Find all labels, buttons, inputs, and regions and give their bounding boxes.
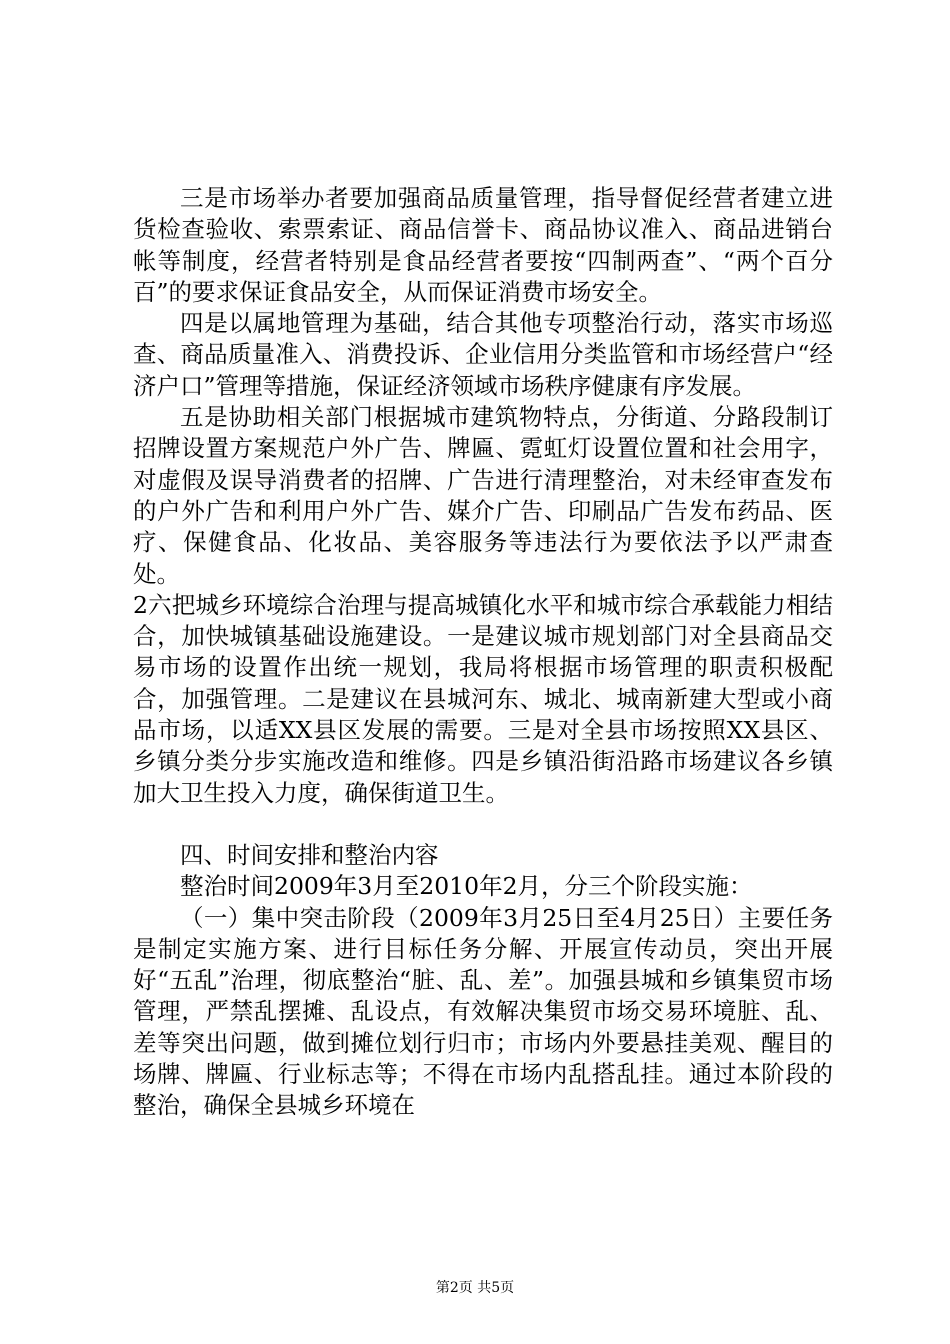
paragraph-market-organizer: 三是市场举办者要加强商品质量管理，指导督促经营者建立进货检查验收、索票索证、商品信誉卡、商品协议准入、商品进销台帐等制度，经营者特别是食品经营者要按“四制两查”、“两个百分百”的要求保证食品安全，从而保证消费市场安全。	[133, 184, 833, 306]
page-footer: 第2页 共5页	[435, 1280, 515, 1296]
body-text	[133, 183, 833, 1122]
paragraph-stage-one: （一）集中突击阶段（2009年3月25日至4月25日）主要任务是制定实施方案、进行目标任务分解、开展宣传动员，突出开展好“五乱”治理，彻底整治“脏、乱、差”。加强县城和乡镇集贸市场管理，严禁乱摆摊、乱设点，有效解决集贸市场交易环境脏、乱、差等突出问题，做到摊位划行归市；市场内外要悬挂美观、醒目的场牌、牌匾、行业标志等；不得在市场内乱搭乱挂。通过本阶段的整治，确保全县城乡环境在	[133, 903, 833, 1120]
schedule-line: 整治时间2009年3月至2010年2月，分三个阶段实施：	[180, 872, 753, 901]
section-heading: 四、时间安排和整治内容	[180, 840, 439, 869]
paragraph-territorial-management: 四是以属地管理为基础，结合其他专项整治行动，落实市场巡查、商品质量准入、消费投诉、企业信用分类监管和市场经营户“经济户口”管理等措施，保证经济领域市场秩序健康有序发展。	[133, 309, 833, 400]
paragraph-signage-regulation: 五是协助相关部门根据城市建筑物特点，分街道、分路段制订招牌设置方案规范户外广告、牌匾、霓虹灯设置位置和社会用字，对虚假及误导消费者的招牌、广告进行清理整治，对未经审查发布的户外广告和利用户外广告、媒介广告、印刷品广告发布药品、医疗、保健食品、化妆品、美容服务等违法行为要依法予以严肃查处。	[133, 403, 833, 588]
paragraph-infrastructure: 2六把城乡环境综合治理与提高城镇化水平和城市综合承载能力相结合，加快城镇基础设施建设。一是建议城市规划部门对全县商品交易市场的设置作出统一规划，我局将根据市场管理的职责积极配合，加强管理。二是建议在县城河东、城北、城南新建大型或小商品市场，以适XX县区发展的需要。三是对全县市场按照XX县区、乡镇分类分步实施改造和维修。四是乡镇沿街沿路市场建议各乡镇加大卫生投入力度，确保街道卫生。	[133, 590, 833, 807]
